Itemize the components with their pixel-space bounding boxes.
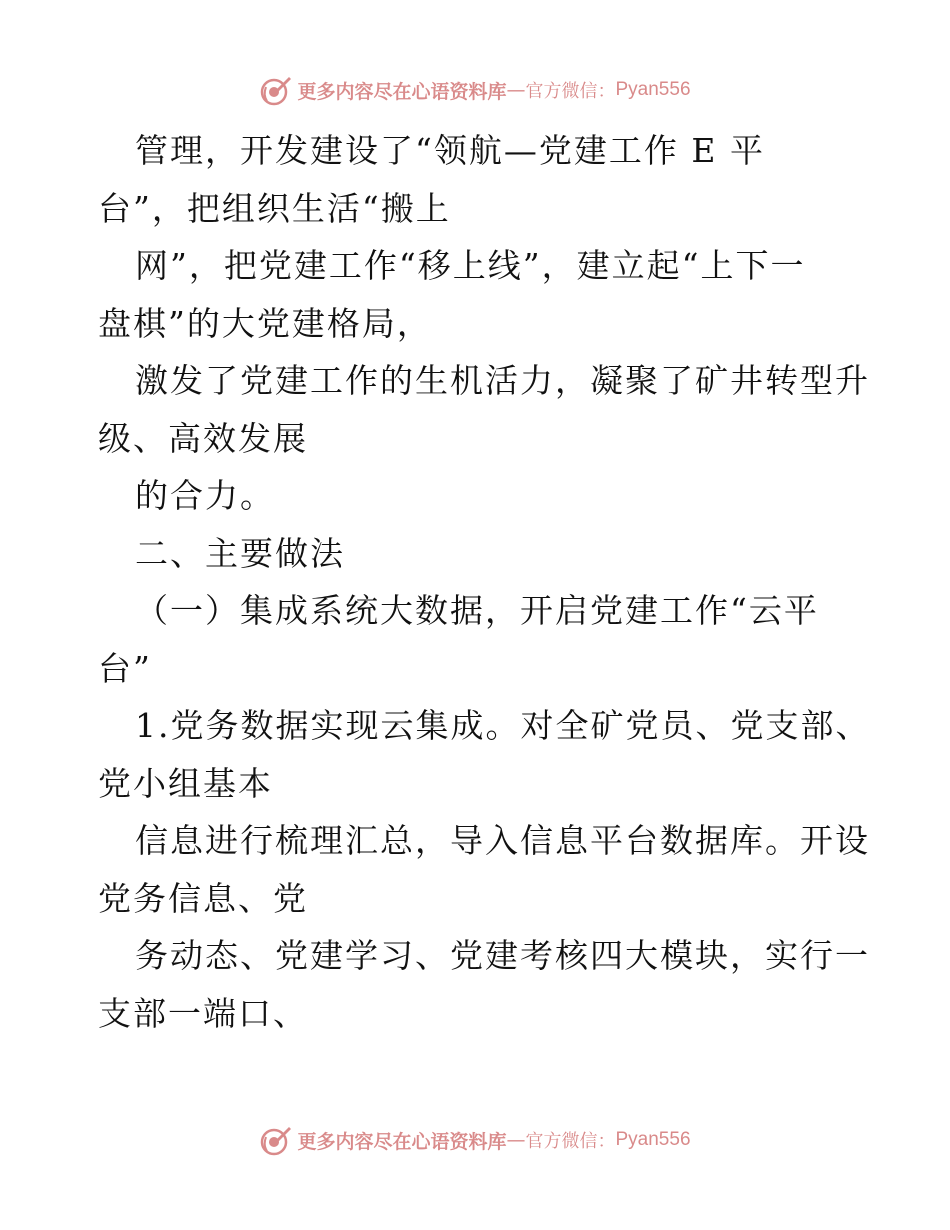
- body-line: 党小组基本: [98, 763, 273, 803]
- body-line: 级、高效发展: [98, 418, 308, 458]
- footer-watermark: [0, 1122, 950, 1158]
- body-line: 1.党务数据实现云集成。对全矿党员、党支部、: [135, 706, 871, 745]
- watermark-site-text: 更多内容尽在心语资料库: [297, 1130, 507, 1153]
- body-line: 台”: [98, 648, 152, 688]
- watermark-wechat-label: 官方微信：: [525, 1131, 616, 1152]
- body-line: 信息进行梳理汇总，导入信息平台数据库。开设: [135, 821, 870, 860]
- watermark-wechat-id: Pyan556: [615, 1129, 691, 1150]
- body-line: 的合力。: [135, 476, 275, 515]
- watermark-wechat-label: 官方微信：: [525, 81, 616, 102]
- watermark-site-text: 更多内容尽在心语资料库: [297, 80, 507, 103]
- watermark-dash: —: [506, 1129, 526, 1151]
- watermark-dash: —: [506, 79, 526, 101]
- watermark-wechat-id: Pyan556: [615, 79, 691, 100]
- body-line: 激发了党建工作的生机活力，凝聚了矿井转型升: [135, 361, 870, 400]
- subsection-heading: （一）集成系统大数据，开启党建工作“云平: [135, 591, 819, 630]
- pen-logo-icon: [259, 73, 293, 107]
- body-line: 网”，把党建工作“移上线”，建立起“上下一: [135, 246, 806, 285]
- body-line: 台”，把组织生活“搬上: [98, 188, 451, 228]
- body-line: 务动态、党建学习、党建考核四大模块，实行一: [135, 936, 870, 975]
- header-watermark: [0, 72, 950, 108]
- body-line: 支部一端口、: [98, 993, 308, 1033]
- pen-logo-icon: [259, 1123, 293, 1157]
- body-line: 党务信息、党: [98, 878, 308, 918]
- section-heading: 二、主要做法: [135, 533, 345, 573]
- body-line: 盘棋”的大党建格局，: [98, 303, 432, 343]
- body-line: 管理，开发建设了“领航—党建工作 E 平: [135, 131, 765, 170]
- document-body: [98, 122, 871, 1042]
